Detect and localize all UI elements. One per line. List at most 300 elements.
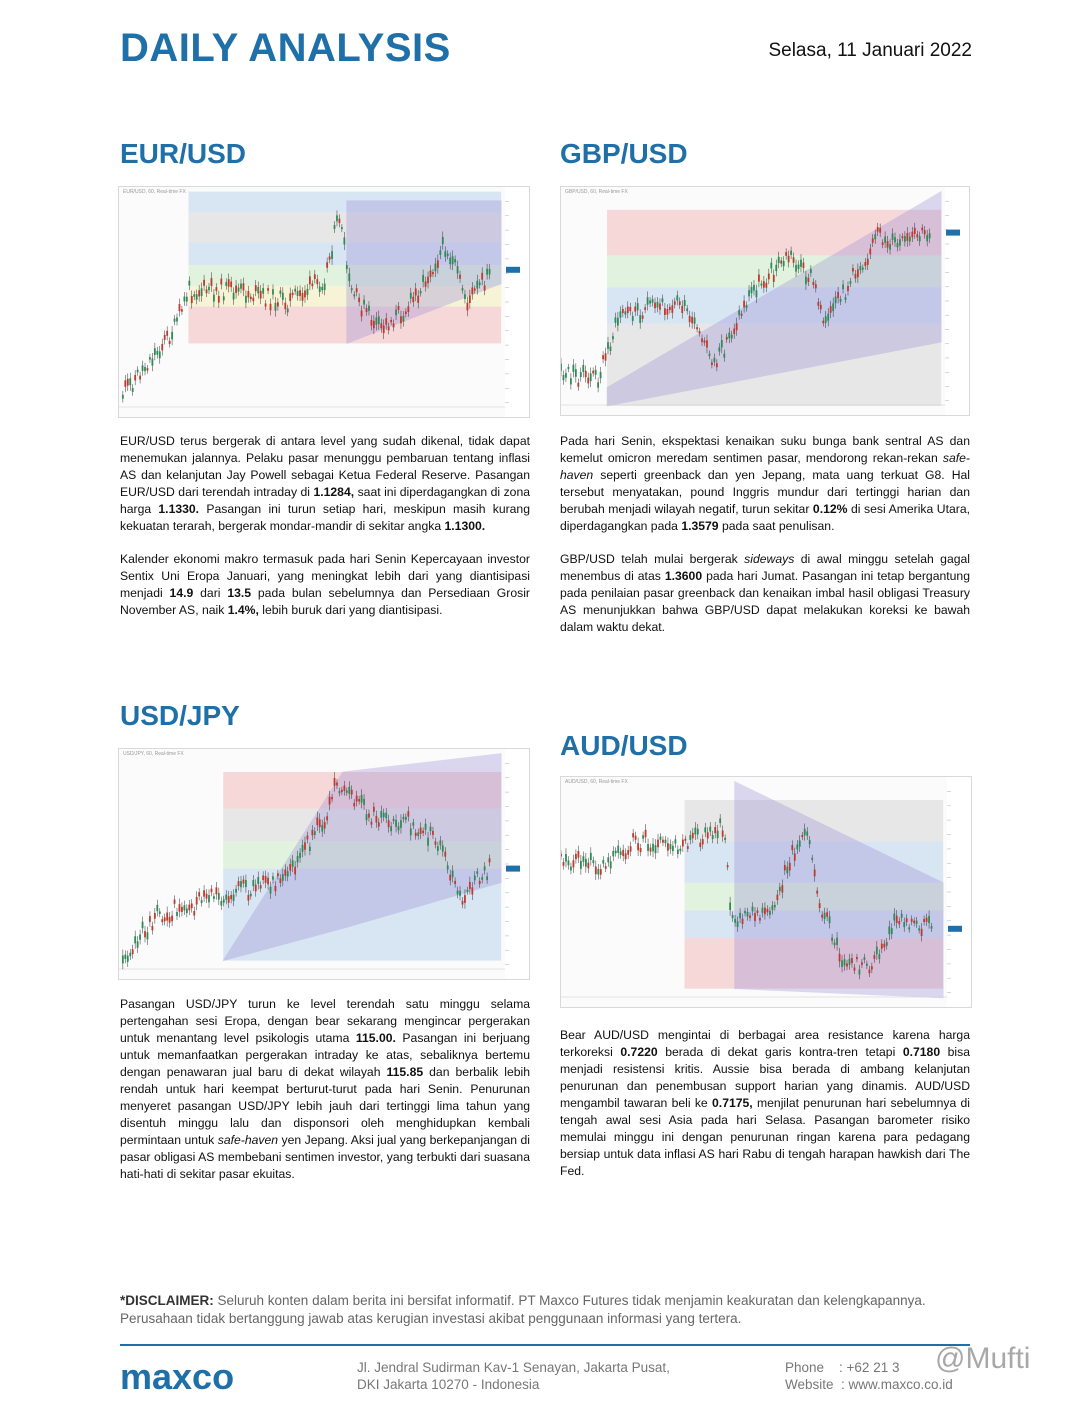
candle <box>913 921 915 924</box>
candle <box>625 853 627 859</box>
candle <box>198 290 200 296</box>
candle <box>612 336 614 339</box>
candle <box>132 388 134 392</box>
candle <box>602 860 604 864</box>
address-line-1: Jl. Jendral Sudirman Kav-1 Senayan, Jakarta Pusat, <box>357 1360 670 1375</box>
candle <box>319 819 321 827</box>
candle <box>627 306 629 313</box>
candle <box>897 243 899 247</box>
candle <box>186 908 188 913</box>
candle <box>790 251 792 255</box>
candle <box>894 237 896 242</box>
candle <box>481 273 483 280</box>
candle <box>314 274 316 279</box>
candle <box>736 323 738 330</box>
candle <box>657 302 659 308</box>
candle <box>403 817 405 819</box>
candle <box>208 287 210 291</box>
candle <box>714 827 716 833</box>
candle <box>689 835 691 840</box>
candle <box>124 955 126 959</box>
candle <box>193 911 195 916</box>
candle <box>213 896 215 899</box>
candle <box>137 370 139 373</box>
candle <box>827 314 829 321</box>
candle <box>928 916 930 923</box>
candle <box>282 293 284 300</box>
candle <box>786 867 788 874</box>
candle <box>901 914 903 918</box>
candle <box>676 295 678 300</box>
candle <box>652 844 654 852</box>
candle <box>292 860 294 867</box>
candle <box>346 791 348 793</box>
candle <box>467 303 469 311</box>
candle <box>737 921 739 927</box>
company-address <box>357 1359 670 1393</box>
usdjpy-paragraph-1: Pasangan USD/JPY turun ke level terendah satu minggu selama pertengahan sesi Eropa, dengan bear sekarang mengincar pergerakan untuk menantang level psikologis utama 115.00. Pasangan ini berjuang untuk memanfaatkan pergerakan intraday ke atas, sebaliknya bertemu dengan penawaran jual baru di dekat wilayah 115.85 dan berbalik lebih rendah untuk hari keempat berturut-turut pada hari Senin. Penurunan menyeret pasangan USD/JPY lebih jauh dari tertinggi lima tahun yang disentuh minggu lalu dan disponsori oleh menghidupkan kembali permintaan untuk safe-haven yen Jepang. Aksi jual yang berkepanjangan di pasar obligasi AS membebani sentimen investor, yang terbukti dari suasana hati-hati di sekitar pasar ekuitas. <box>120 997 530 1181</box>
candle <box>619 311 621 317</box>
candle <box>864 262 866 266</box>
candle <box>829 916 831 923</box>
candle <box>331 251 333 259</box>
candle <box>247 895 249 901</box>
eurusd-chart <box>118 186 530 418</box>
candle <box>793 257 795 262</box>
candle <box>627 850 629 855</box>
candle <box>899 239 901 245</box>
candle <box>353 294 355 296</box>
candle <box>811 858 813 860</box>
candle <box>650 848 652 852</box>
candle <box>686 308 688 311</box>
candle <box>341 790 343 792</box>
candle <box>331 797 333 799</box>
candle <box>275 886 277 891</box>
candle <box>645 830 647 837</box>
candle <box>255 885 257 892</box>
candle <box>923 919 925 922</box>
candle <box>252 298 254 302</box>
candle <box>449 258 451 264</box>
candle <box>764 908 766 915</box>
candle <box>687 846 689 849</box>
candle <box>801 835 803 837</box>
candle <box>585 859 587 867</box>
candle <box>430 270 432 277</box>
candle <box>220 279 222 285</box>
candle <box>417 296 419 303</box>
candle <box>752 907 754 912</box>
candle <box>840 299 842 302</box>
candle <box>812 282 814 285</box>
candle <box>903 922 905 927</box>
report-date: Selasa, 11 Januari 2022 <box>768 40 972 61</box>
candle <box>877 227 879 231</box>
candle <box>850 281 852 284</box>
candle <box>726 337 728 340</box>
candle <box>439 840 441 845</box>
candle <box>215 287 217 291</box>
candle <box>454 259 456 262</box>
candle <box>422 831 424 833</box>
candle <box>122 955 124 963</box>
candle <box>929 233 931 238</box>
candle <box>262 288 264 294</box>
candle <box>819 903 821 908</box>
candle <box>634 307 636 312</box>
candle <box>459 275 461 279</box>
candle <box>826 912 828 917</box>
candle <box>704 340 706 342</box>
watermark: @Mufti <box>935 1342 1031 1375</box>
candle <box>235 889 237 893</box>
candle <box>250 894 252 897</box>
candle <box>324 284 326 290</box>
candle <box>267 288 269 291</box>
candle <box>159 351 161 358</box>
candle <box>694 828 696 835</box>
candle <box>437 846 439 851</box>
candle <box>154 913 156 919</box>
candle <box>775 265 777 271</box>
candle <box>174 900 176 904</box>
candle <box>669 307 671 310</box>
candle <box>176 912 178 916</box>
candle <box>731 335 733 339</box>
candle <box>410 293 412 299</box>
candle <box>642 835 644 838</box>
candle <box>763 281 765 287</box>
candle <box>358 799 360 801</box>
candle <box>368 814 370 818</box>
candle <box>449 875 451 881</box>
candle <box>582 856 584 861</box>
candle <box>605 866 607 869</box>
candle <box>867 259 869 265</box>
candle <box>832 303 834 311</box>
candle <box>277 873 279 876</box>
candle <box>652 299 654 303</box>
candle <box>292 293 294 295</box>
candle <box>679 301 681 305</box>
candle <box>425 281 427 286</box>
candle <box>835 297 837 304</box>
candle <box>336 783 338 786</box>
candle <box>684 300 686 306</box>
candle <box>371 822 373 825</box>
candle <box>476 871 478 874</box>
candle <box>188 905 190 911</box>
candle <box>921 929 923 936</box>
candle <box>225 282 227 286</box>
candle <box>464 294 466 299</box>
candle <box>316 817 318 825</box>
candle <box>439 250 441 255</box>
candle <box>805 277 807 285</box>
eurusd-chart-svg <box>119 187 529 417</box>
candle <box>247 291 249 297</box>
candle <box>796 845 798 850</box>
candle <box>889 244 891 250</box>
candle <box>768 274 770 280</box>
candle <box>748 290 750 296</box>
eurusd-chart-label: EUR/USD, 60, Real-time FX <box>123 189 186 195</box>
candle <box>881 944 883 949</box>
candle <box>486 876 488 880</box>
candle <box>769 911 771 915</box>
candle <box>279 291 281 294</box>
candle <box>918 928 920 930</box>
candle <box>201 900 203 903</box>
candle <box>183 296 185 301</box>
candle <box>196 294 198 299</box>
last-price-tag <box>946 230 960 236</box>
candle <box>595 867 597 875</box>
candle <box>647 297 649 305</box>
candle <box>356 796 358 802</box>
candle <box>223 899 225 902</box>
candle <box>479 282 481 285</box>
candle <box>385 318 387 325</box>
candle <box>871 966 873 969</box>
candle <box>243 283 245 290</box>
candle <box>294 867 296 875</box>
candle <box>873 955 875 959</box>
candle <box>563 375 565 380</box>
candle <box>302 845 304 852</box>
candle <box>476 281 478 289</box>
candle <box>132 949 134 954</box>
candle <box>780 261 782 264</box>
candle <box>147 932 149 939</box>
page-title: DAILY ANALYSIS <box>120 26 451 70</box>
candle <box>681 306 683 313</box>
candle <box>171 332 173 340</box>
candle <box>774 905 776 907</box>
candle <box>380 811 382 818</box>
candle <box>664 308 666 315</box>
candle <box>361 795 363 803</box>
gbpusd-chart <box>560 186 970 416</box>
candle <box>820 305 822 309</box>
candle <box>570 378 572 384</box>
candle <box>803 263 805 268</box>
candle <box>179 904 181 911</box>
candle <box>778 257 780 263</box>
candle <box>849 959 851 965</box>
candle <box>351 288 353 290</box>
candle <box>230 895 232 899</box>
candle <box>814 870 816 877</box>
candle <box>161 919 163 922</box>
candle <box>407 306 409 312</box>
candle <box>741 314 743 316</box>
candle <box>630 846 632 851</box>
candle <box>842 284 844 289</box>
candle <box>457 891 459 895</box>
candle <box>575 369 577 377</box>
candle <box>309 276 311 284</box>
candle <box>717 831 719 839</box>
candle <box>275 303 277 311</box>
candle <box>798 265 800 269</box>
eurusd-paragraph-1: EUR/USD terus bergerak di antara level yang sudah dikenal, tidak dapat menemukan jalannya. Pelaku pasar menunggu pembaruan tentang inflasi AS dan kelanjutan Jay Powell sebagai Ketua Federal Reserve. Pasangan EUR/USD dari terendah intraday di 1.1284, saat ini diperdagangkan di zona harga 1.1330. Pasangan ini turun setiap hari, meskipun masih kurang kekuatan terarah, bergerak mondar-mandir di sekitar angka 1.1300. <box>120 434 531 533</box>
candle <box>810 269 812 273</box>
candle <box>302 293 304 301</box>
candle <box>711 362 713 365</box>
candle <box>788 256 790 262</box>
candle <box>316 279 318 284</box>
candle <box>124 380 126 387</box>
candle <box>837 292 839 298</box>
candle <box>388 327 390 331</box>
candle <box>447 254 449 257</box>
candle <box>908 927 910 929</box>
candle <box>287 871 289 876</box>
candle <box>595 370 597 375</box>
candle <box>265 876 267 883</box>
candle <box>659 303 661 309</box>
candle <box>373 321 375 328</box>
candle <box>886 942 888 946</box>
candle <box>732 915 734 918</box>
candle <box>375 317 377 324</box>
disclaimer <box>120 1292 980 1328</box>
candle <box>314 831 316 835</box>
candle <box>662 840 664 843</box>
candle <box>751 287 753 293</box>
candle <box>457 266 459 273</box>
candle <box>692 833 694 839</box>
candle <box>336 215 338 221</box>
candle <box>233 895 235 901</box>
candle <box>756 290 758 297</box>
audusd-paragraph-1: Bear AUD/USD mengintai di berbagai area resistance karena harga terkoreksi 0.7220 berada di dekat garis kontra-tren tetapi 0.7180 bisa menjadi resistensi kritis. Aussie bisa berada di ambang kelanjutan penurunan dan penembusan support harian yang dinamis. AUD/USD mengambil tawaran beli ke 0.7175, menjilat penurunan hari sebelumnya di tengah awal sesi Asia pada hari Selasa. Pasangan barometer risiko memulai minggu ini dengan penurunan ringan karena para pedagang bersiap untuk data inflasi AS hari Rabu di tengah harapan hawkish dari The Fed. <box>560 1028 971 1178</box>
candle <box>139 934 141 939</box>
candle <box>159 911 161 914</box>
gbpusd-text <box>560 433 970 652</box>
candle <box>277 302 279 306</box>
candle <box>412 297 414 302</box>
candle <box>704 827 706 832</box>
candle <box>307 289 309 295</box>
candle <box>674 301 676 304</box>
candle <box>319 286 321 292</box>
candle <box>270 887 272 894</box>
candle <box>864 957 866 960</box>
candle <box>822 321 824 323</box>
candle <box>452 256 454 264</box>
candle <box>845 297 847 300</box>
candle <box>346 265 348 269</box>
candle <box>462 901 464 905</box>
gbpusd-paragraph-1: Pada hari Senin, ekspektasi kenaikan suku bunga bank sentral AS dan kemelut omicron meredam sentimen pasar, mendorong rekan-rekan safe-haven seperti greenback dan yen Jepang, mata uang terkuat G8. Hal tersebut menyatakan, pound Inggris mundur dari tertinggi harian dan berubah menjadi wilayah negatif, turun sekitar 0.12% di sesi Amerika Utara, diperdagangkan pada 1.3579 pada saat penulisan. <box>560 434 970 533</box>
candle <box>800 260 802 267</box>
usdjpy-text <box>120 996 530 1199</box>
candle <box>481 877 483 880</box>
candle <box>712 835 714 839</box>
candle <box>270 304 272 310</box>
candle <box>262 876 264 880</box>
candle <box>166 913 168 921</box>
candle <box>665 840 667 844</box>
candle <box>592 860 594 863</box>
candle <box>617 846 619 853</box>
candle <box>629 307 631 311</box>
candle <box>486 269 488 275</box>
candle <box>931 926 933 928</box>
candle <box>728 333 730 339</box>
candle <box>410 828 412 835</box>
candle <box>887 241 889 247</box>
candle <box>459 891 461 896</box>
candle <box>351 790 353 795</box>
candle <box>228 896 230 903</box>
candle <box>789 863 791 871</box>
candle <box>287 309 289 313</box>
usdjpy-chart-svg <box>119 749 529 979</box>
address-line-2: DKI Jakarta 10270 - Indonesia <box>357 1377 540 1392</box>
candle <box>701 338 703 342</box>
candle <box>770 263 772 269</box>
candle <box>610 347 612 351</box>
candle <box>289 293 291 301</box>
candle <box>260 885 262 888</box>
candle <box>420 828 422 834</box>
candle <box>836 938 838 945</box>
usdjpy-chart <box>118 748 530 980</box>
candle <box>324 822 326 829</box>
candle <box>806 831 808 835</box>
candle <box>742 919 744 924</box>
candle <box>208 895 210 902</box>
candle <box>343 237 345 244</box>
candle <box>888 927 890 935</box>
candle <box>767 909 769 912</box>
candle <box>739 913 741 918</box>
candle <box>734 919 736 923</box>
candle <box>206 289 208 293</box>
candle <box>926 235 928 241</box>
candle <box>203 280 205 286</box>
candle <box>709 354 711 356</box>
candle <box>924 230 926 234</box>
candle <box>198 892 200 896</box>
candle <box>874 234 876 239</box>
candle <box>809 840 811 844</box>
candle <box>620 851 622 855</box>
candle <box>373 807 375 812</box>
candle <box>169 341 171 344</box>
candle <box>417 832 419 836</box>
candle <box>570 867 572 871</box>
gbpusd-chart-svg <box>561 187 969 415</box>
candle <box>851 958 853 963</box>
candle <box>898 921 900 924</box>
candle <box>139 376 141 380</box>
candle <box>191 296 193 303</box>
candle <box>896 916 898 923</box>
gbpusd-chart-label: GBP/USD, 60, Real-time FX <box>565 189 628 195</box>
candle <box>647 844 649 851</box>
candle <box>906 233 908 241</box>
candle <box>321 825 323 832</box>
candle <box>378 822 380 826</box>
candle <box>773 275 775 282</box>
candle <box>607 857 609 862</box>
candle <box>307 836 309 840</box>
